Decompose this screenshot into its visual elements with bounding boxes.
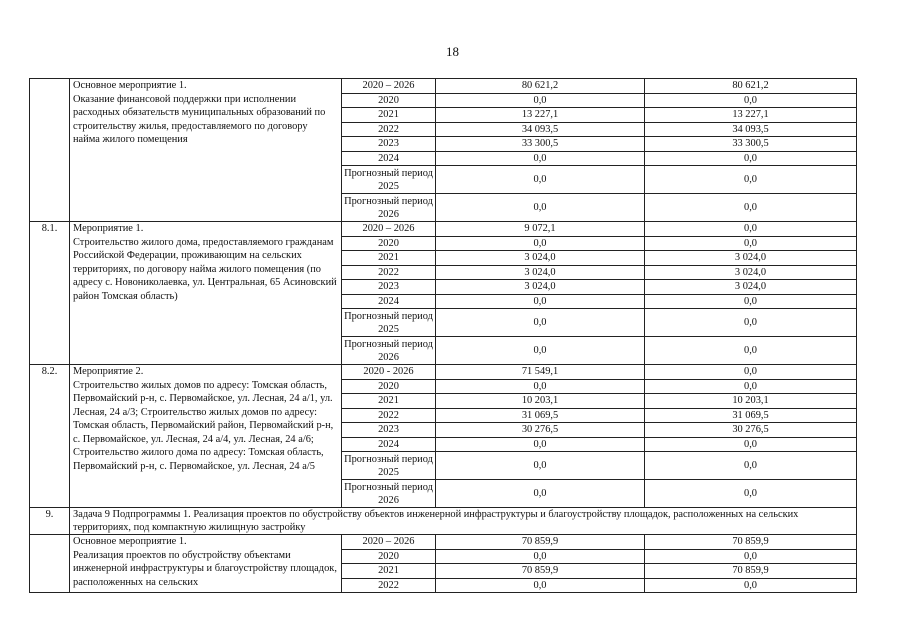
total-value-cell: 0,0 xyxy=(436,236,645,251)
total-value-cell: 3 024,0 xyxy=(436,251,645,266)
funding-value-cell: 3 024,0 xyxy=(645,251,857,266)
total-value-cell: 10 203,1 xyxy=(436,394,645,409)
total-value-cell: 3 024,0 xyxy=(436,265,645,280)
period-cell: 2023 xyxy=(342,137,436,152)
table-row xyxy=(30,365,857,380)
period-cell: 2022 xyxy=(342,265,436,280)
period-cell: 2021 xyxy=(342,564,436,579)
period-cell: 2024 xyxy=(342,437,436,452)
period-cell: 2020 xyxy=(342,549,436,564)
total-value-cell: 0,0 xyxy=(436,437,645,452)
total-value-cell: 0,0 xyxy=(436,452,645,480)
period-cell: 2022 xyxy=(342,408,436,423)
row-index xyxy=(30,79,70,222)
funding-value-cell: 0,0 xyxy=(645,379,857,394)
total-value-cell: 0,0 xyxy=(436,294,645,309)
funding-value-cell: 3 024,0 xyxy=(645,280,857,295)
row-index: 8.2. xyxy=(30,365,70,508)
funding-value-cell: 0,0 xyxy=(645,437,857,452)
funding-value-cell: 0,0 xyxy=(645,222,857,237)
total-value-cell: 70 859,9 xyxy=(436,564,645,579)
funding-value-cell: 0,0 xyxy=(645,151,857,166)
page-number: 18 xyxy=(446,44,459,59)
measure-description: Мероприятие 1. Строительство жилого дома, предоставляемого гражданам Российской Федерации, проживающим на сельских территориях, по договору найма жилого помещения (по адресу с. Новониколаевка, ул. Центральная, 65 Асиновский район Томская область) xyxy=(70,222,342,365)
period-cell: 2024 xyxy=(342,294,436,309)
total-value-cell: 30 276,5 xyxy=(436,423,645,438)
period-cell: 2024 xyxy=(342,151,436,166)
period-cell: 2023 xyxy=(342,423,436,438)
funding-value-cell: 0,0 xyxy=(645,578,857,593)
funding-value-cell: 0,0 xyxy=(645,452,857,480)
period-cell: Прогнозный период 2026 xyxy=(342,480,436,508)
task-index: 9. xyxy=(30,508,70,535)
total-value-cell: 0,0 xyxy=(436,549,645,564)
total-value-cell: 3 024,0 xyxy=(436,280,645,295)
funding-value-cell: 0,0 xyxy=(645,549,857,564)
period-cell: 2020 xyxy=(342,379,436,394)
total-value-cell: 0,0 xyxy=(436,379,645,394)
period-cell: 2020 – 2026 xyxy=(342,79,436,94)
period-cell: Прогнозный период 2025 xyxy=(342,452,436,480)
total-value-cell: 0,0 xyxy=(436,194,645,222)
table-row xyxy=(30,535,857,550)
table-row xyxy=(30,222,857,237)
funding-value-cell: 0,0 xyxy=(645,166,857,194)
total-value-cell: 9 072,1 xyxy=(436,222,645,237)
funding-value-cell: 80 621,2 xyxy=(645,79,857,94)
funding-value-cell: 10 203,1 xyxy=(645,394,857,409)
period-cell: 2020 – 2026 xyxy=(342,535,436,550)
total-value-cell: 34 093,5 xyxy=(436,122,645,137)
total-value-cell: 0,0 xyxy=(436,480,645,508)
funding-value-cell: 70 859,9 xyxy=(645,535,857,550)
period-cell: 2020 xyxy=(342,93,436,108)
total-value-cell: 70 859,9 xyxy=(436,535,645,550)
period-cell: 2023 xyxy=(342,280,436,295)
total-value-cell: 80 621,2 xyxy=(436,79,645,94)
table-row xyxy=(30,79,857,94)
total-value-cell: 0,0 xyxy=(436,309,645,337)
funding-value-cell: 70 859,9 xyxy=(645,564,857,579)
funding-value-cell: 0,0 xyxy=(645,236,857,251)
total-value-cell: 0,0 xyxy=(436,578,645,593)
total-value-cell: 13 227,1 xyxy=(436,108,645,123)
funding-value-cell: 33 300,5 xyxy=(645,137,857,152)
measure-description: Основное мероприятие 1. Реализация проектов по обустройству объектами инженерной инфраструктуры и благоустройству площадок, расположенных на сельских xyxy=(70,535,342,593)
task-row xyxy=(30,508,857,535)
funding-value-cell: 13 227,1 xyxy=(645,108,857,123)
funding-value-cell: 0,0 xyxy=(645,194,857,222)
period-cell: 2020 xyxy=(342,236,436,251)
total-value-cell: 0,0 xyxy=(436,337,645,365)
total-value-cell: 71 549,1 xyxy=(436,365,645,380)
period-cell: 2021 xyxy=(342,394,436,409)
total-value-cell: 0,0 xyxy=(436,166,645,194)
period-cell: Прогнозный период 2025 xyxy=(342,309,436,337)
funding-value-cell: 30 276,5 xyxy=(645,423,857,438)
period-cell: Прогнозный период 2026 xyxy=(342,194,436,222)
funding-value-cell: 34 093,5 xyxy=(645,122,857,137)
row-index: 8.1. xyxy=(30,222,70,365)
row-index xyxy=(30,535,70,593)
funding-value-cell: 0,0 xyxy=(645,93,857,108)
period-cell: 2021 xyxy=(342,108,436,123)
funding-value-cell: 0,0 xyxy=(645,365,857,380)
budget-table xyxy=(29,78,857,593)
total-value-cell: 0,0 xyxy=(436,93,645,108)
funding-value-cell: 0,0 xyxy=(645,337,857,365)
funding-value-cell: 3 024,0 xyxy=(645,265,857,280)
funding-value-cell: 0,0 xyxy=(645,309,857,337)
total-value-cell: 33 300,5 xyxy=(436,137,645,152)
funding-value-cell: 0,0 xyxy=(645,294,857,309)
task-text: Задача 9 Подпрограммы 1. Реализация проектов по обустройству объектов инженерной инфраструктуры и благоустройству площадок, расположенных на сельских территориях, под компактную жилищную застройку xyxy=(70,508,857,535)
total-value-cell: 0,0 xyxy=(436,151,645,166)
funding-value-cell: 0,0 xyxy=(645,480,857,508)
funding-value-cell: 31 069,5 xyxy=(645,408,857,423)
period-cell: 2022 xyxy=(342,122,436,137)
measure-description: Основное мероприятие 1. Оказание финансовой поддержки при исполнении расходных обязательств муниципальных образований по строительству жилья, предоставляемого по договору найма жилого помещения xyxy=(70,79,342,222)
total-value-cell: 31 069,5 xyxy=(436,408,645,423)
measure-description: Мероприятие 2. Строительство жилых домов по адресу: Томская область, Первомайский р-н, с. Первомайское, ул. Лесная, 24 а/1, ул. Лесная, 24 а/3; Строительство жилых домов по адресу: Томская область, Первомайский район, Первомайский р-н, с. Первомайское, ул. Лесная, 24 а/4, ул. Лесная, 24 а/6; Строительство жилого дома по адресу: Томская область, Первомайский р-н, с. Первомайское, ул. Лесная, 24 а/5 xyxy=(70,365,342,508)
period-cell: 2021 xyxy=(342,251,436,266)
period-cell: Прогнозный период 2026 xyxy=(342,337,436,365)
period-cell: Прогнозный период 2025 xyxy=(342,166,436,194)
period-cell: 2020 – 2026 xyxy=(342,222,436,237)
period-cell: 2020 - 2026 xyxy=(342,365,436,380)
period-cell: 2022 xyxy=(342,578,436,593)
